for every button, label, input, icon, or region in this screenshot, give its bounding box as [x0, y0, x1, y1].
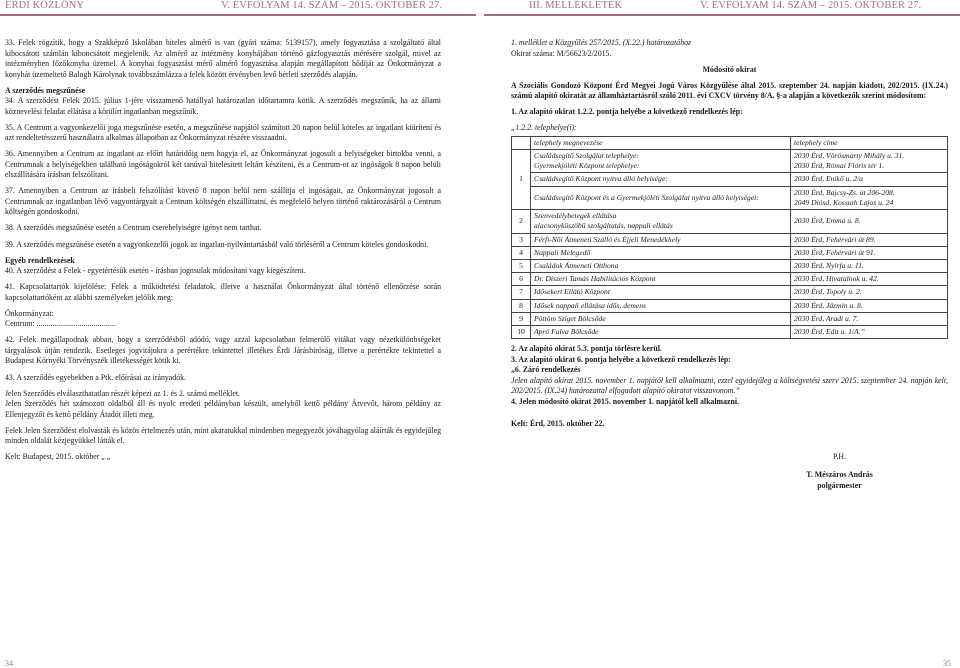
running-header [0, 0, 960, 14]
row-number: 5 [512, 259, 531, 272]
left-column [5, 38, 441, 468]
paragraph-42: 42. Felek megállapodnak abban, hogy a szerződésből adódó, vagy azzal kapcsolatban felmerülő vitákat vagy nézetkülönbségeket tárgyalások útján rendezik. Esetleges jogvitájukra a perértékre tekintettel illetékes Érdi Járásbíróság, illetve a perértékre tekintettel a Budapest Környéki Törvényszék illetékességét kötik ki. [5, 335, 441, 366]
paragraph-40: 40. A szerződést a Felek - egyetértésük esetén - írásban jognsulak módosítani vagy kiegészíteni. [5, 266, 306, 276]
sites-table [511, 136, 948, 339]
row-number: 7 [512, 286, 531, 299]
paragraph-43: 43. A szerződés egyebekben a Ptk. előírásai az irányadók. [5, 372, 186, 382]
header-rule-left [0, 14, 476, 16]
seal-mark: P.H. [832, 451, 847, 461]
item-4: 4. Jelen módosító okirat 2015. november 1. napjától kell alkalmazni. [511, 396, 739, 406]
paragraph-34: 34. A szerződést Felek 2015. július 1-jére visszamenő hatállyal határozatlan időtartamra kötik. A szerződés megszűnik, ha az állami köznevelési feladat ellátása a körülírt ingatlanban megszűnik. [5, 96, 441, 116]
quote-open: „1.2.2. telephelye(i): [511, 123, 577, 133]
file-number: Okirat száma: M/56623/2/2015. [511, 48, 612, 58]
page-number-right: 35 [943, 659, 951, 668]
document-title: Módosító okirat [702, 64, 757, 74]
site-address: 2030 Érd, Vörösmarty Mihály u. 31. 2030 Érd, Római Flóris tér 1. [791, 150, 948, 173]
row-number: 1 [512, 150, 531, 210]
table-row [512, 150, 948, 173]
paragraph-copies: Jelen Szerződés hét számozott oldalból áll és nyolc eredeti példányban készült, amelyből kettő példány Átvevőt, három példány az Ellenjegyzőt és kettő példány Átadót illeti meg. [5, 399, 441, 419]
table-row [512, 312, 948, 325]
site-address: 2030 Érd, Hivatalnok u. 42. [791, 273, 948, 286]
right-column [511, 38, 948, 491]
site-address: 2030 Érd, Jázmin u. 8. [791, 299, 948, 312]
site-address: 2030 Érd, Bajcsy-Zs. út 206-208. 2049 Diósd, Kossuth Lajos u. 24 [791, 186, 948, 209]
table-row [512, 233, 948, 246]
table-rows [512, 233, 948, 339]
site-name: Családok Átmeneti Otthona [531, 259, 791, 272]
row-number: 6 [512, 273, 531, 286]
signer-name: T. Mészáros András [806, 470, 873, 480]
issue-info-left: V. ÉVFOLYAM 14. SZÁM – 2015. OKTÓBER 27. [221, 0, 443, 11]
site-address: 2030 Érd, Fehérvári út 91. [791, 246, 948, 259]
site-address: 2030 Érd, Nyírfa u. 11. [791, 259, 948, 272]
issue-info-right: V. ÉVFOLYAM 14. SZÁM – 2015. OKTÓBER 27. [700, 0, 922, 11]
paragraph-33: 33. Felek rögzítik, hogy a Szakképző Iskolában hiteles almérő is van (gyári száma: 5139157), amely fogyasztása a szolgáltató által kibocsátott számlán kiboncsátott megjelenik. Az almérő az intézmény konyhájában történő gázfogyasztás mérésére szolgál, mivel az intézményben főzőkonyha üzemel. A konyhai fogyasztást mérő almérő fogyasztása alapján megállapított hődíját az Önkormányzat a konyhát üzemeltető Balogh Károlynak továbbszámlázza a felek között érvényben levő bérleti szerződés alapján. [5, 38, 441, 79]
paragraph-41: 41. Kapcsolattartók kijelölése: Felek a működtetési feladatok, illetve a használat Önkormányzat által történő ellenőrzése során kapcsolattartóként az alábbi személyeket jelölik meg: [5, 282, 441, 302]
row-number: 9 [512, 312, 531, 325]
site-address: 2030 Érd, Enikő u. 2/a [791, 173, 948, 186]
page-number-left: 34 [5, 659, 13, 668]
item-1: 1. Az alapító okirat 1.2.2. pontja helyébe a következő rendelkezés lép: [511, 107, 743, 117]
row-number: 10 [512, 325, 531, 338]
site-name: Idősek nappali ellátása idős, demens [531, 299, 791, 312]
intro-paragraph: A Szociális Gondozó Központ Érd Megyei Jogú Város Közgyűlése által 2015. szeptember 24. napján kiadott, 202/2015. (IX.24.) számú alapító okiratát az államháztartásról szóló 2011. évi CXCV törvény 8/A. §-a alapján a következők szerint módosítom: [511, 80, 948, 101]
item-3-text: Jelen alapító okirat 2015. november 1. napjától kell alkalmazni, ezzel egyidejűleg a költségvetési szerv 2015. szeptember 24. napján kelt, 202/2015. (IX.24) határozattal elfogadott alapító okiratot visszavonom.” [511, 375, 948, 396]
site-name: Apró Falva Bölcsőde [531, 325, 791, 338]
item-3: 3. Az alapító okirat 6. pontja helyébe a következő rendelkezés lép: [511, 354, 731, 364]
column-header-address: telephely címe [791, 136, 948, 149]
site-address: 2030 Érd, Aradi u. 7. [791, 312, 948, 325]
site-name: Családsegítő Szolgálat telephelye: Gyermekjóléti Központ telephelye: [531, 150, 791, 173]
table-row [512, 325, 948, 338]
site-address: 2030 Érd, Emma u. 8. [791, 210, 948, 233]
table-row [512, 273, 948, 286]
paragraph-35: 35. A Centrum a vagyonkezelői joga megszűnése esetén, a megszűnése napjától számított 20 napon belül köteles az ingatlant kiüríteni és azt rendeltetésszerű használatra alkalmas állapotban az Önkormányzat részére visszaadni. [5, 122, 441, 143]
site-address: 2030 Érd, Topoly u. 2. [791, 286, 948, 299]
table-row [512, 186, 948, 209]
paragraph-38: 38. A szerződés megszűnése esetén a Centrum cserehelyiségre igényt nem tarthat. [5, 223, 262, 233]
paragraph-37: 37. Amennyiben a Centrum az írásbeli felszólítást követő 8 napon belül nem szállítja el ingóságait, az Önkormányzat jogosult a Centrumnak az ingatlanban lévő vagyontárgyait a Centrum költségén elszállíttatni, és megfelelő helyen történő raktározásáról a Centrum költségén gondoskodni. [5, 186, 441, 217]
signer-title: polgármester [817, 480, 862, 490]
table-row [512, 210, 948, 233]
table-row [512, 246, 948, 259]
issue-date: Kelt: Érd, 2015. október 22. [511, 419, 605, 429]
row-number: 4 [512, 246, 531, 259]
contact-centre: Centrum: ........................................ [5, 319, 116, 329]
paragraph-39: 39. A szerződés megszűnése esetén a vagyonkezelői jogok az ingatlan-nyilvántartásból való törléséről a Centrum köteles gondoskodni. [5, 239, 429, 249]
row-number: 8 [512, 299, 531, 312]
contact-municipality: Önkormányzat: [5, 308, 54, 318]
site-address: 2030 Érd, Fehérvári út 89. [791, 233, 948, 246]
table-row [512, 299, 948, 312]
paragraph-signature: Felek Jelen Szerződést elolvasták és közös értelmezés után, mint akaratukkal mindenben megegyezőt jóváhagyólag aláírták és egyidejűleg minden oldalát kézjegyükkel látták el. [5, 425, 441, 446]
paragraph-36: 36. Amennyiben a Centrum az ingatlant az előírt határidőig nem hagyja el, az Önkormányzat jogosult a helyiségeket birtokba venni, a Centrumnak a helyiségekben található ingóságokról két tanúval hitelesített leltárt készíteni, és a Centrum-ot az ingóságok 8 napon belüli elszállítására írásban felszólítani. [5, 149, 441, 180]
row-number: 3 [512, 233, 531, 246]
item-3-heading: „6. Záró rendelkezés [511, 365, 581, 375]
site-name: Idősekert Ellátó Központ [531, 286, 791, 299]
heading-termination: A szerződés megszűnése [5, 85, 86, 95]
item-2: 2. Az alapító okirat 5.3. pontja törlésre kerül. [511, 344, 662, 354]
site-name: Családsegítő Központ és a Gyermekjóléti Szolgálat nyitva álló helyiségei: [531, 186, 791, 209]
heading-misc: Egyéb rendelkezések [5, 255, 75, 265]
site-name: Szenvedélybetegek ellátása alacsonyküszöbű szolgáltatás, nappali ellátás [531, 210, 791, 233]
header-rule-right [484, 14, 960, 16]
section-title-right: III. MELLÉKLETEK [529, 0, 623, 11]
date-line: Kelt: Budapest, 2015. október „ „ [5, 452, 111, 462]
site-name: Dr. Diszeri Tamás Habilitációs Központ [531, 273, 791, 286]
publication-title-left: ÉRDI KÖZLÖNY [5, 0, 85, 11]
column-header-name: telephely megnevezése [531, 136, 791, 149]
site-address: 2030 Érd, Edit u. 1/A.” [791, 325, 948, 338]
site-name: Férfi-Női Átmeneti Szálló és Éjjeli Menedékhely [531, 233, 791, 246]
site-name: Pöttöm Sziget Bölcsőde [531, 312, 791, 325]
annex-reference: 1. melléklet a Közgyűlés 257/2015. (X.22.) határozatához [511, 38, 692, 47]
table-row [512, 286, 948, 299]
row-number: 2 [512, 210, 531, 233]
table-row [512, 173, 948, 186]
table-header-row [512, 136, 948, 149]
paragraph-annex: Jelen Szerződés elválaszthatatlan részét képezi az 1. és 2. számú melléklet. [5, 388, 240, 398]
table-row [512, 259, 948, 272]
site-name: Családsegítő Központ nyitva álló helyisége: [531, 173, 791, 186]
site-name: Nappali Melegedő [531, 246, 791, 259]
